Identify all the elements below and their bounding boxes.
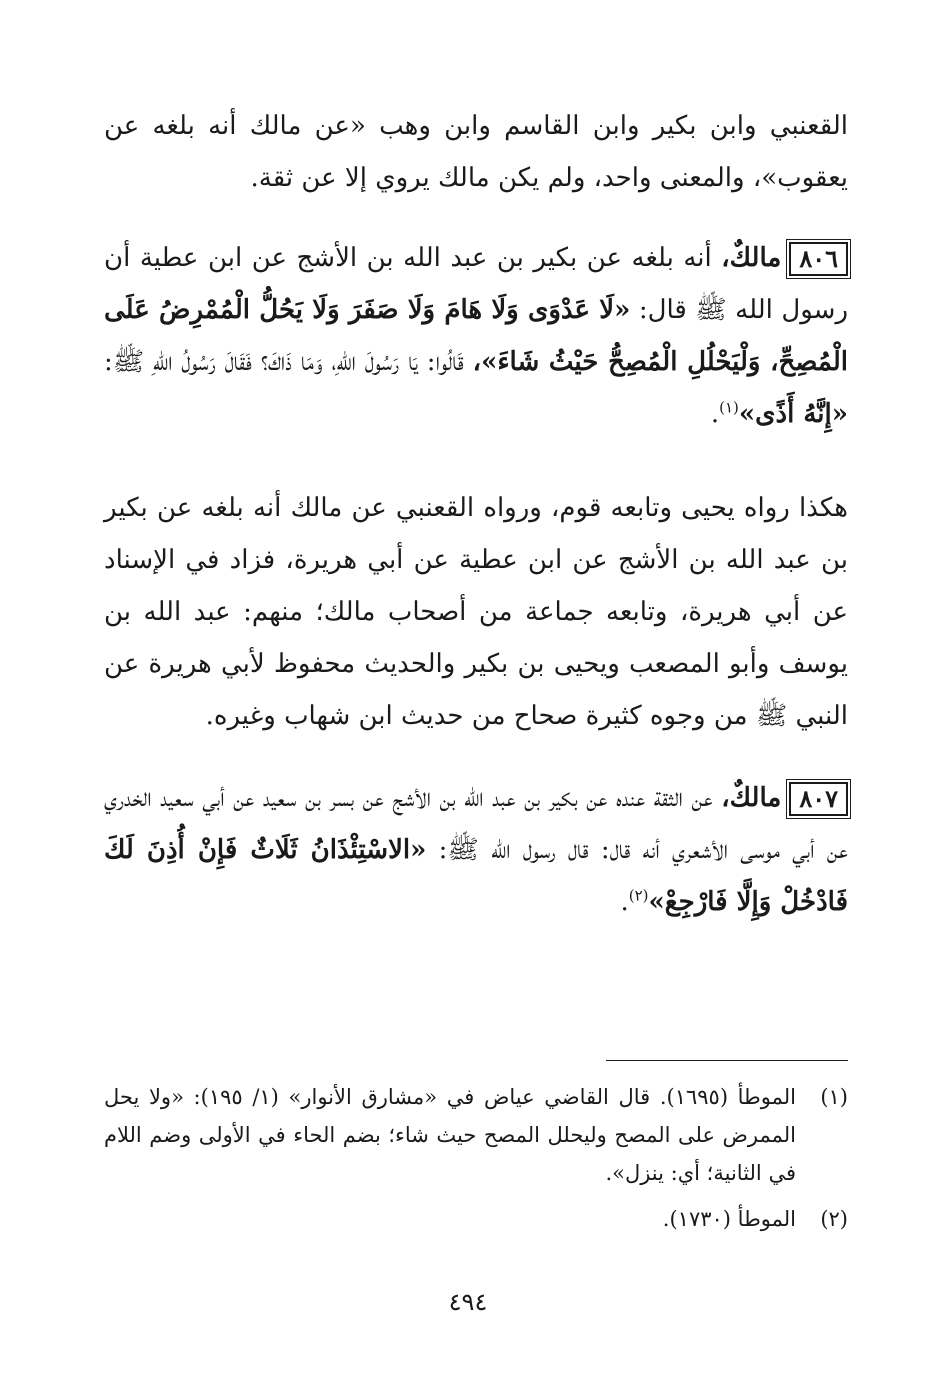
hadith-number-badge: ٨٠٧ bbox=[789, 782, 848, 816]
sentence-end: . bbox=[710, 399, 720, 429]
hadith-text: «لَا عَدْوَى وَلَا هَامَ وَلَا صَفَرَ وَلَا يَحُلُّ الْمُمْرِضُ عَلَى الْمُصِحِّ، وَلْيَحْلُلِ الْمُصِحُّ حَيْثُ شَاءَ»، bbox=[104, 295, 849, 377]
page-number: ٤٩٤ bbox=[448, 1288, 488, 1316]
narrator-name: مالكٌ، bbox=[721, 243, 782, 273]
isnad-text: أنه بلغه عن بكير بن عبد الله بن الأشج عن ابن عطية أن رسول الله ﷺ قال: bbox=[104, 243, 849, 325]
hadith-reply-text: «إِنَّهُ أَذًى» bbox=[738, 399, 848, 429]
hadith-number-badge: ٨٠٦ bbox=[789, 242, 848, 276]
footnote-1 bbox=[104, 1078, 848, 1192]
main-text bbox=[104, 100, 848, 928]
footnote-number: (١) bbox=[820, 1085, 848, 1109]
footnote-2 bbox=[104, 1200, 848, 1238]
narrator-name: مالكٌ، bbox=[721, 783, 782, 813]
footnote-text: الموطأ (١٦٩٥). قال القاضي عياض في «مشارق الأنوار» (١/ ١٩٥): «ولا يحل الممرض على المصح وليحلل المصح حيث شاء؛ بضم الحاء في الأولى وضم اللام في الثانية؛ أي: ينزل». bbox=[104, 1085, 796, 1185]
hadith-806 bbox=[104, 232, 848, 440]
hadith-text: «الاسْتِئْذَانُ ثَلَاثٌ فَإِنْ أُذِنَ لَكَ فَادْخُلْ وَإِلَّا فَارْجِعْ» bbox=[104, 835, 848, 917]
hadith-807 bbox=[104, 772, 848, 928]
dialogue-text: قَالُوا: يَا رَسُولَ اللهِ، وَمَا ذَاكَ؟ فَقَالَ رَسُولُ اللهِ ﷺ: bbox=[104, 347, 473, 377]
sentence-end: . bbox=[620, 887, 629, 917]
footnote-number: (٢) bbox=[820, 1207, 848, 1231]
footnote-divider bbox=[606, 1060, 848, 1061]
paragraph-continuation: القعنبي وابن بكير وابن القاسم وابن وهب «عن مالك أنه بلغه عن يعقوب»، والمعنى واحد، ولم يكن مالك يروي إلا عن ثقة. bbox=[104, 111, 848, 193]
commentary-paragraph: هكذا رواه يحيى وتابعه قوم، ورواه القعنبي عن مالك أنه بلغه عن بكير بن عبد الله بن الأشج عن ابن عطية عن أبي هريرة، فزاد في الإسناد عن أبي هريرة، وتابعه جماعة من أصحاب مالك؛ منهم: عبد الله بن يوسف وأبو المصعب ويحيى بن بكير والحديث محفوظ لأبي هريرة عن النبي ﷺ من وجوه كثيرة صحاح من حديث ابن شهاب وغيره. bbox=[104, 493, 848, 731]
footnote-ref-1[interactable]: (١) bbox=[719, 398, 739, 417]
footnotes bbox=[104, 1078, 848, 1246]
footnote-ref-2[interactable]: (٢) bbox=[628, 886, 649, 905]
isnad-text: عن الثقة عنده عن بكير بن عبد الله بن الأشج عن بسر بن سعيد عن أبي سعيد الخدري عن أبي موسى الأشعري أنه قال: قال رسول الله ﷺ: bbox=[104, 783, 848, 865]
footnote-text: الموطأ (١٧٣٠). bbox=[662, 1207, 796, 1231]
